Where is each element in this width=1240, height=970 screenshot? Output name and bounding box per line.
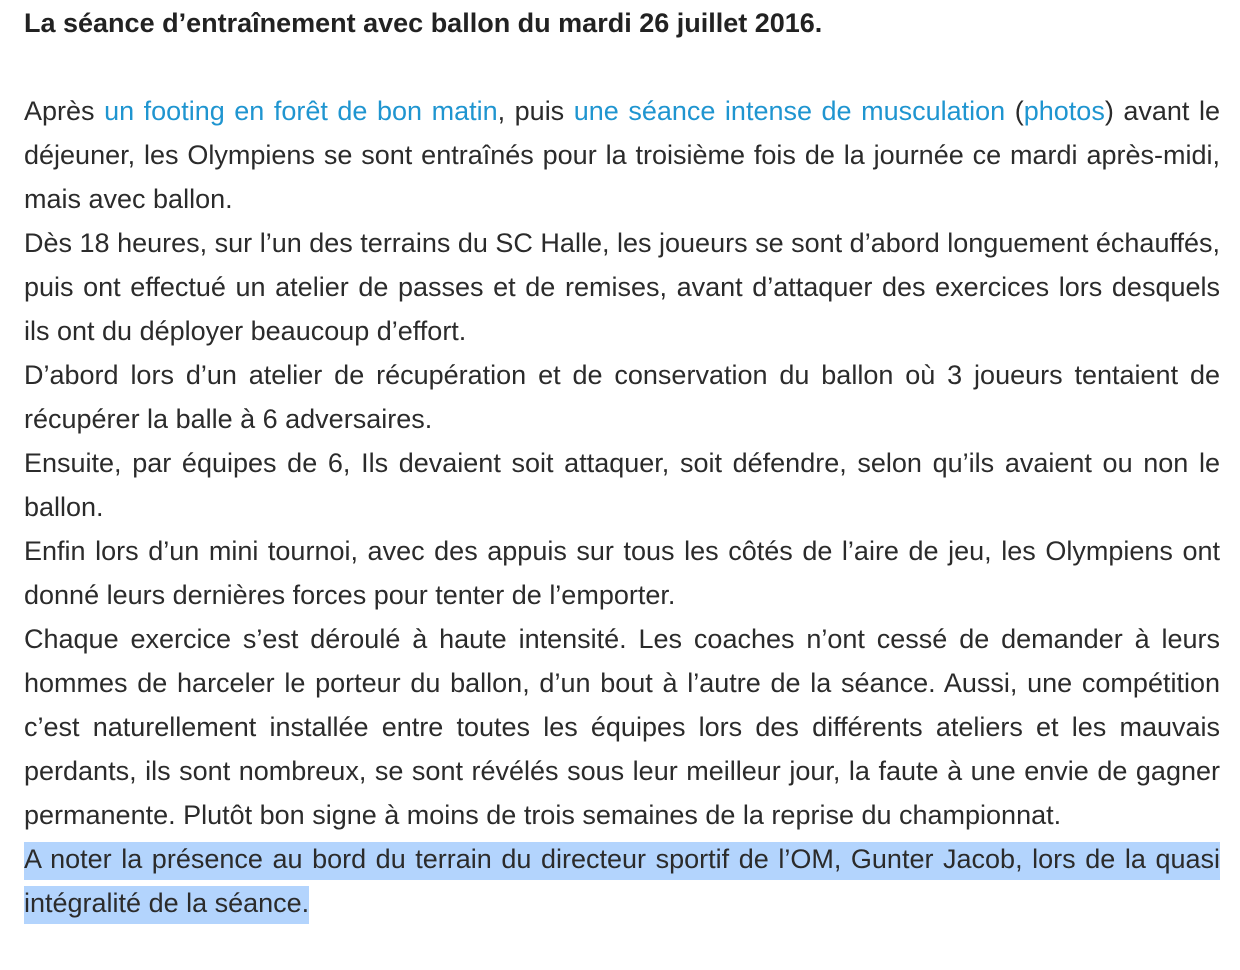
intro-text-1: Après [24, 96, 105, 126]
selected-text[interactable]: A noter la présence au bord du terrain du directeur sportif de l’OM, Gunter Jacob, lors de la quasi intégralité de la séance. [24, 842, 1220, 924]
paragraph-warmup: Dès 18 heures, sur l’un des terrains du SC Halle, les joueurs se sont d’abord longuement échauffés, puis ont effectué un atelier de passes et de remises, avant d’attaquer des exercices lors desquels ils ont du déployer beaucoup d’effort. [24, 228, 1220, 346]
intro-text-2: , puis [497, 96, 574, 126]
spacer [24, 45, 1220, 89]
footing-link[interactable]: un footing en forêt de bon matin [104, 96, 498, 126]
highlighted-paragraph[interactable] [24, 837, 1220, 925]
article-title: La séance d’entraînement avec ballon du mardi 26 juillet 2016. [24, 8, 823, 38]
paragraph-tournament: Enfin lors d’un mini tournoi, avec des appuis sur tous les côtés de l’aire de jeu, les Olympiens ont donné leurs dernières forces pour tenter de l’emporter. [24, 536, 1220, 610]
paragraph-recuperation: D’abord lors d’un atelier de récupération et de conservation du ballon où 3 joueurs tentaient de récupérer la balle à 6 adversaires. [24, 360, 1220, 434]
paragraph-intensity: Chaque exercice s’est déroulé à haute intensité. Les coaches n’ont cessé de demander à leurs hommes de harceler le porteur du ballon, d’un bout à l’autre de la séance. Aussi, une compétition c’est naturellement installée entre toutes les équipes lors des différents ateliers et les mauvais perdants, ils sont nombreux, se sont révélés sous leur meilleur jour, la faute à une envie de gagner permanente. Plutôt bon signe à moins de trois semaines de la reprise du championnat. [24, 624, 1220, 830]
intro-text-4: ) avant le déjeuner, les Olympiens se sont entraînés pour la troisième fois de la journée ce mardi après-midi, mais avec ballon. [24, 96, 1220, 214]
article [24, 0, 1220, 925]
photos-link[interactable]: photos [1023, 96, 1105, 126]
paragraph-teams: Ensuite, par équipes de 6, Ils devaient soit attaquer, soit défendre, selon qu’ils avaient ou non le ballon. [24, 448, 1220, 522]
musculation-link[interactable]: une séance intense de musculation [573, 96, 1006, 126]
intro-paragraph [24, 89, 1220, 221]
intro-text-3: ( [1005, 96, 1024, 126]
